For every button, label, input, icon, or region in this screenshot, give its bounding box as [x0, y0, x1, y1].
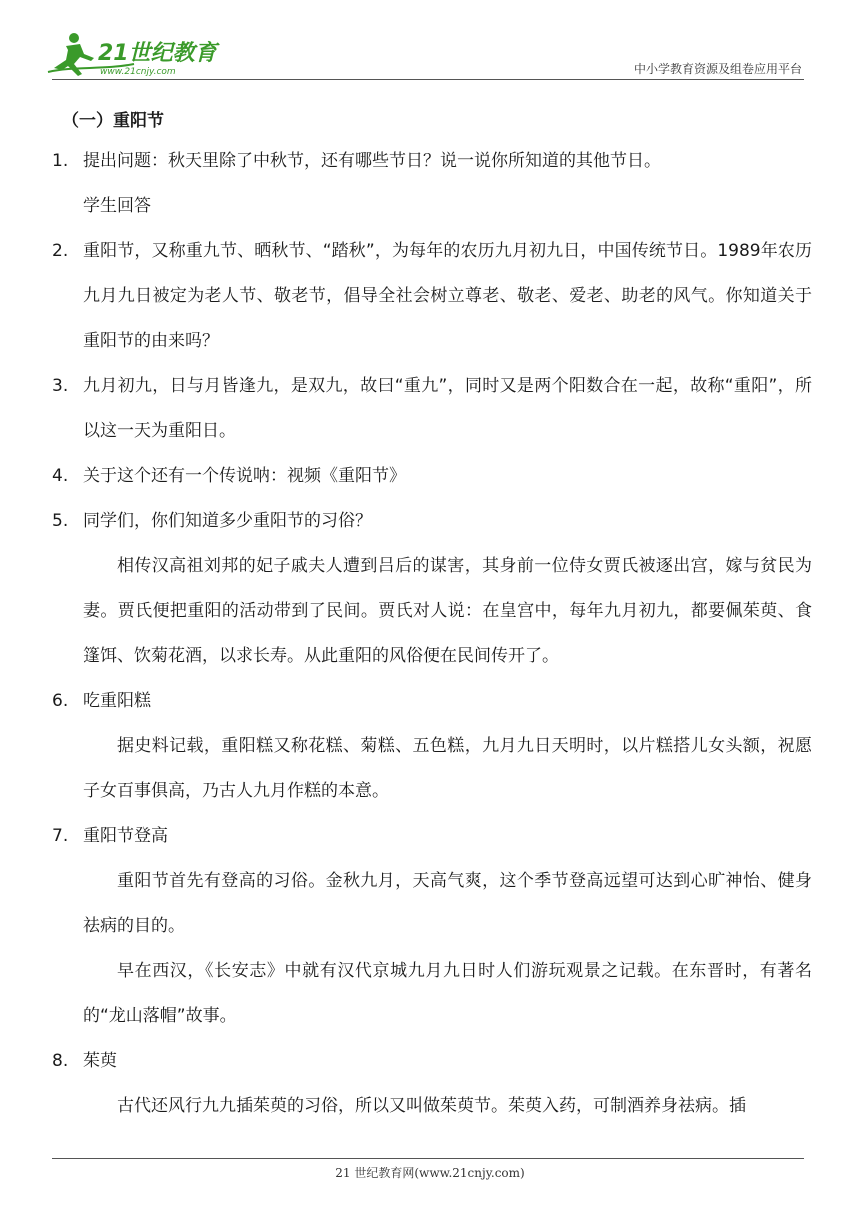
- item-number: 5.: [52, 511, 69, 531]
- item-text: 九月初九，日与月皆逢九，是双九，故曰“重九”，同时又是两个阳数合在一起，故称“重阳”，所以这一天为重阳日。: [83, 376, 812, 441]
- list-item: [52, 139, 812, 184]
- item-number: 1.: [52, 151, 69, 171]
- footer-rule: [52, 1158, 804, 1159]
- item-text: 茱萸: [83, 1051, 117, 1071]
- list-item: [52, 679, 812, 724]
- item-number: 6.: [52, 691, 69, 711]
- item-text: 提出问题：秋天里除了中秋节，还有哪些节日？说一说你所知道的其他节日。: [83, 151, 661, 171]
- platform-name: 中小学教育资源及组卷应用平台: [633, 62, 802, 76]
- list-item: [52, 499, 812, 544]
- answer-paragraph: 学生回答: [83, 196, 151, 216]
- header-rule: [52, 79, 804, 80]
- cake-paragraph: 据史料记载，重阳糕又称花糕、菊糕、五色糕，九月九日天明时，以片糕搭儿女头额，祝愿子女百事俱高，乃古人九月作糕的本意。: [83, 736, 812, 801]
- list-item: [52, 1039, 812, 1084]
- item-text: 吃重阳糕: [83, 691, 151, 711]
- item-number: 7.: [52, 826, 69, 846]
- item-number: 3.: [52, 376, 69, 396]
- list-item: [52, 454, 812, 499]
- site-logo: [44, 30, 224, 80]
- legend-paragraph: 相传汉高祖刘邦的妃子戚夫人遭到吕后的谋害，其身前一位侍女贾氏被逐出宫，嫁与贫民为妻。贾氏便把重阳的活动带到了民间。贾氏对人说：在皇宫中，每年九月初九，都要佩茱萸、食篷饵、饮菊花酒，以求长寿。从此重阳的风俗便在民间传开了。: [83, 556, 812, 666]
- section-title: （一）重阳节: [62, 111, 164, 131]
- page-footer: 21 世纪教育网(www.21cnjy.com): [335, 1166, 525, 1180]
- item-text: 重阳节，又称重九节、晒秋节、“踏秋”，为每年的农历九月初九日，中国传统节日。1989年农历九月九日被定为老人节、敬老节，倡导全社会树立尊老、敬老、爱老、助老的风气。你知道关于重阳节的由来吗？: [83, 241, 812, 351]
- page-header: [0, 0, 860, 90]
- climb-paragraph-1: 重阳节首先有登高的习俗。金秋九月，天高气爽，这个季节登高远望可达到心旷神怡、健身祛病的目的。: [83, 871, 812, 936]
- zhuyu-paragraph: 古代还风行九九插茱萸的习俗，所以又叫做茱萸节。茱萸入药，可制酒养身祛病。插: [117, 1096, 746, 1116]
- list-item: [52, 229, 812, 364]
- item-text: 关于这个还有一个传说呐：视频《重阳节》: [83, 466, 406, 486]
- item-number: 8.: [52, 1051, 69, 1071]
- item-text: 重阳节登高: [83, 826, 168, 846]
- item-number: 4.: [52, 466, 69, 486]
- list-item: [52, 814, 812, 859]
- item-text: 同学们，你们知道多少重阳节的习俗？: [83, 511, 372, 531]
- svg-text:www.21cnjy.com: www.21cnjy.com: [100, 67, 176, 77]
- list-item: [52, 364, 812, 454]
- document-body: [52, 104, 812, 1129]
- item-number: 2.: [52, 241, 69, 261]
- svg-text:21世纪教育: 21世纪教育: [98, 41, 217, 66]
- climb-paragraph-2: 早在西汉，《长安志》中就有汉代京城九月九日时人们游玩观景之记载。在东晋时，有著名的“龙山落帽”故事。: [83, 961, 812, 1026]
